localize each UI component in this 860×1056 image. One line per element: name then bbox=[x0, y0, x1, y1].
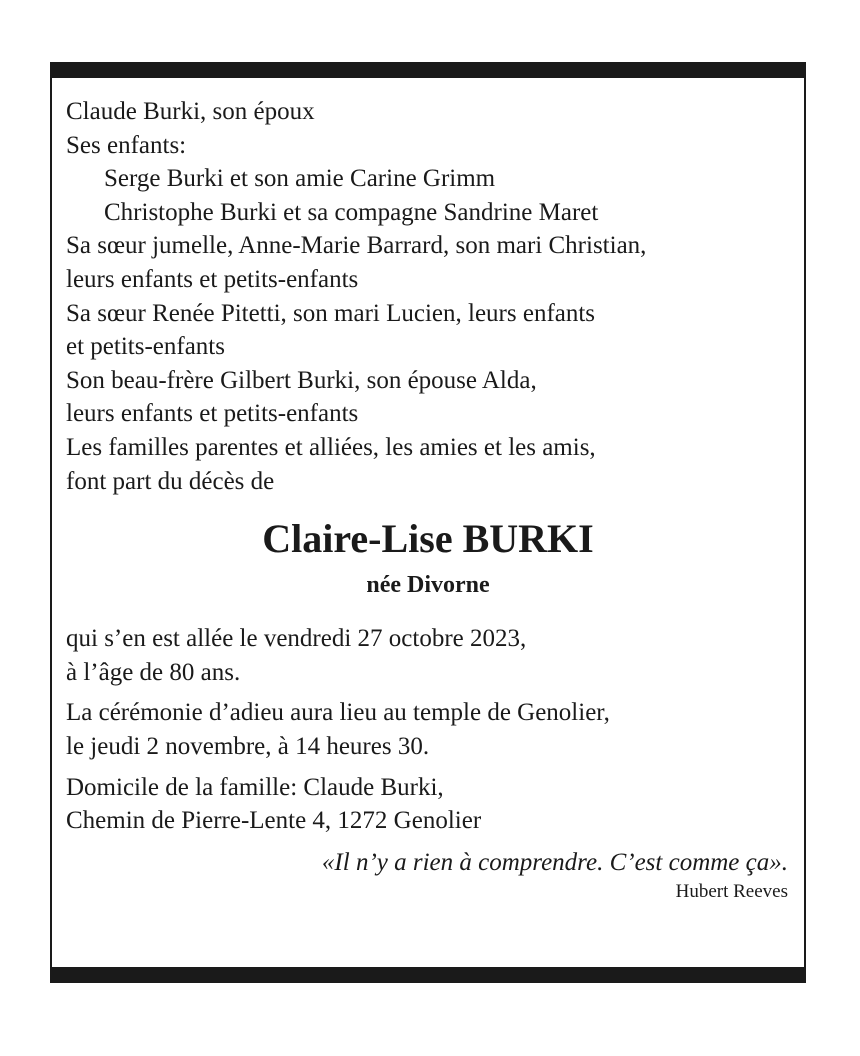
bottom-border-bar bbox=[52, 967, 804, 983]
family-line: Claude Burki, son époux bbox=[66, 98, 315, 125]
family-line: et petits-enfants bbox=[66, 333, 225, 361]
top-border-bar bbox=[52, 62, 804, 78]
quote-author: Hubert Reeves bbox=[675, 880, 788, 902]
ceremony-info bbox=[66, 696, 790, 763]
family-line: Serge Burki et son amie Carine Grimm bbox=[104, 165, 496, 193]
family-line: font part du décès de bbox=[66, 467, 275, 495]
family-line: Les familles parentes et alliées, les amies et les amis, bbox=[66, 433, 596, 461]
family-line: Sa sœur Renée Pitetti, son mari Lucien, leurs enfants bbox=[66, 299, 596, 327]
death-info bbox=[66, 622, 790, 689]
notice-content bbox=[66, 95, 790, 905]
domicile-line: Chemin de Pierre-Lente 4, 1272 Genolier bbox=[66, 807, 482, 835]
family-line: Christophe Burki et sa compagne Sandrine Maret bbox=[104, 198, 599, 226]
family-line: leurs enfants et petits-enfants bbox=[66, 400, 359, 428]
family-line: Ses enfants: bbox=[66, 131, 187, 159]
family-line: leurs enfants et petits-enfants bbox=[66, 265, 359, 293]
ceremony-line: La cérémonie d’adieu aura lieu au temple de Genolier, bbox=[66, 699, 610, 727]
domicile-line: Domicile de la famille: Claude Burki, bbox=[66, 773, 444, 801]
domicile-info bbox=[66, 771, 790, 838]
death-info-line: à l’âge de 80 ans. bbox=[66, 658, 241, 686]
ceremony-line: le jeudi 2 novembre, à 14 heures 30. bbox=[66, 732, 430, 760]
maiden-name: née Divorne bbox=[366, 572, 490, 599]
obituary-notice bbox=[50, 62, 806, 983]
family-line: Son beau-frère Gilbert Burki, son épouse Alda, bbox=[66, 366, 537, 394]
quote: «Il n’y a rien à comprendre. C’est comme ça». bbox=[321, 848, 788, 876]
death-info-line: qui s’en est allée le vendredi 27 octobre 2023, bbox=[66, 625, 527, 653]
family-line: Sa sœur jumelle, Anne-Marie Barrard, son mari Christian, bbox=[66, 232, 647, 260]
deceased-name: Claire-Lise BURKI bbox=[262, 516, 594, 562]
